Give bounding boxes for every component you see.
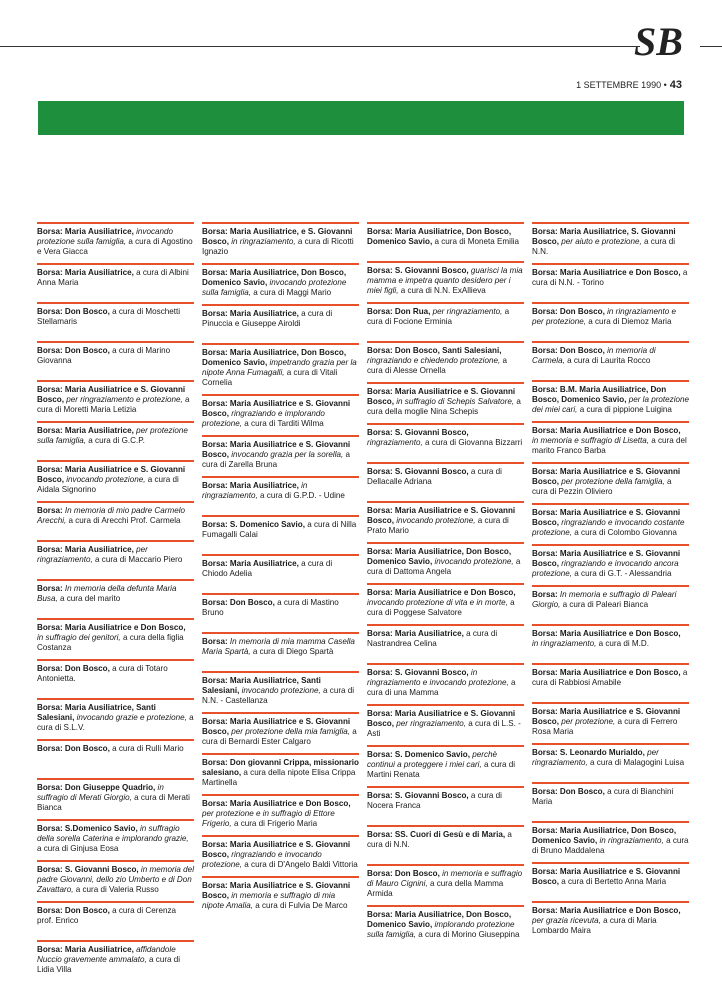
borsa-intention: ringraziando e invocando ancora protezione, (532, 559, 679, 578)
borsa-donor: a cura della figlia Costanza (37, 633, 184, 652)
borsa-entry (202, 876, 359, 917)
borsa-entry (37, 302, 194, 341)
borsa-entry (202, 753, 359, 794)
borsa-entry (367, 663, 524, 704)
borsa-entry (367, 542, 524, 583)
borsa-donor: a cura di S.L.V. (37, 713, 194, 732)
borsa-intention: per la protezione dei miei cari, (532, 395, 689, 414)
borsa-entry (37, 501, 194, 540)
borsa-dedication: Borsa: Maria Ausiliatrice, Santi Salesiani, (202, 676, 321, 695)
borsa-entry (532, 263, 689, 302)
borsa-donor: a cura di Lidia Villa (37, 955, 181, 974)
borsa-intention: invocando protezione, (396, 516, 476, 525)
borsa-dedication: Borsa: Maria Ausiliatrice, Don Bosco, Domenico Savio, (367, 910, 512, 929)
borsa-donor: a cura della Mamma Armida (367, 879, 504, 898)
borsa-entry (37, 819, 194, 860)
borsa-entry (37, 579, 194, 618)
borsa-intention: per protezione della famiglia, (561, 477, 665, 486)
borsa-intention: invocando protezione sulla famiglia, (202, 278, 347, 297)
borsa-dedication: Borsa: S. Giovanni Bosco, (367, 266, 469, 275)
borsa-entry (532, 702, 689, 743)
borsa-entry (532, 462, 689, 503)
borsa-dedication: Borsa: S. Giovanni Bosco, (367, 467, 469, 476)
borsa-entry (202, 343, 359, 394)
borsa-donor: a cura di Martini Renata (367, 760, 516, 779)
borsa-entry (202, 515, 359, 554)
borsa-intention: In memoria di mio padre Carmelo Arecchi, (37, 506, 185, 525)
borsa-dedication: Borsa: Don Giuseppe Quadrio, (37, 783, 156, 792)
dateline (576, 79, 682, 91)
borsa-entry (367, 864, 524, 905)
borsa-dedication: Borsa: Maria Ausiliatrice e S. Giovanni Bosco, (202, 440, 351, 459)
borsa-dedication: Borsa: Maria Ausiliatrice e S. Giovanni Bosco, (202, 717, 351, 736)
borsa-donor: a cura di Maria Lombardo Maira (532, 916, 657, 935)
borsa-entry (367, 825, 524, 864)
borsa-intention: per ringraziamento, (37, 545, 148, 564)
borsa-donor: a cura di Maggi Mario (253, 288, 332, 297)
borsa-intention: invocando protezione, (241, 686, 321, 695)
page-number: 43 (669, 79, 682, 91)
borsa-intention: In memoria della defunta Maria Busa, (37, 584, 177, 603)
borsa-dedication: Borsa: Maria Ausiliatrice, Don Bosco, Domenico Savio, (202, 348, 347, 367)
borsa-dedication: Borsa: Maria Ausiliatrice e S. Giovanni Bosco, (37, 465, 186, 484)
borsa-intention: per ringraziamento e protezione, (66, 395, 183, 404)
borsa-dedication: Borsa: S. Giovanni Bosco, (367, 791, 469, 800)
borsa-entry (37, 618, 194, 659)
borsa-intention: per protezione sulla famiglia, (37, 426, 188, 445)
borsa-entry (532, 663, 689, 702)
borsa-dedication: Borsa: Maria Ausiliatrice e S. Giovanni Bosco, (532, 707, 681, 726)
borsa-entry (532, 782, 689, 821)
borsa-dedication: Borsa: Don Rua, (367, 307, 431, 316)
borsa-intention: invocando grazia per la sorella, (231, 450, 344, 459)
borsa-donor: a cura di Pinuccia e Giuseppe Airoldi (202, 309, 333, 328)
borsa-intention: in memoria e suffragio di Lisetta, (532, 436, 649, 445)
borsa-dedication: Borsa: Maria Ausiliatrice e S. Giovanni Bosco, (367, 506, 516, 525)
borsa-dedication: Borsa: Don Bosco, (37, 664, 110, 673)
borsa-dedication: Borsa: S. Giovanni Bosco, (37, 865, 139, 874)
borsa-intention: guarisci la mia mamma e impetra quanto desidero per i miei figli, (367, 266, 523, 295)
borsa-intention: invocando protezione sulla famiglia, (37, 227, 174, 246)
borsa-donor: a cura di Rulli Mario (112, 744, 184, 753)
borsa-intention: In memoria di mia mamma Casella Maria Spartà, (202, 637, 355, 656)
borsa-donor: a cura di Ferrero Rosa Maria (532, 717, 678, 736)
borsa-entry (367, 382, 524, 423)
borsa-entry (202, 554, 359, 593)
borsa-donor: a cura di N.N. - Torino (532, 268, 688, 287)
borsa-entry (367, 583, 524, 624)
borsa-donor: a cura della moglie Nina Schepis (367, 397, 521, 416)
borsa-dedication: Borsa: Maria Ausiliatrice, Don Bosco, Domenico Savio, (367, 547, 512, 566)
borsa-intention: affidandole Nuccio gravemente ammalato, (37, 945, 176, 964)
borsa-donor: a cura di Colombo Giovanna (574, 528, 677, 537)
borsa-donor: a cura di D'Angelo Baldi Vittoria (244, 860, 358, 869)
borsa-intention: per aiuto e protezione, (561, 237, 642, 246)
borsa-entry (367, 261, 524, 302)
borsa-dedication: Borsa: Maria Ausiliatrice, (37, 227, 134, 236)
borsa-dedication: Borsa: B.M. Maria Ausiliatrice, Don Bosco, Domenico Savio, (532, 385, 667, 404)
borsa-dedication: Borsa: Maria Ausiliatrice, (37, 545, 134, 554)
borsa-entry (532, 862, 689, 901)
borsa-entry (367, 704, 524, 745)
borsa-donor: a cura di Bernardi Ester Calgaro (202, 727, 357, 746)
borsa-donor: a cura di Totaro Antonietta. (37, 664, 168, 683)
borsa-intention: in ringraziamento, (532, 639, 597, 648)
borsa-entry (202, 435, 359, 476)
borsa-dedication: Borsa: Maria Ausiliatrice, S. Giovanni Bosco, (532, 227, 676, 246)
borsa-donor: a cura di N.N. - Castellanza (202, 686, 355, 705)
borsa-dedication: Borsa: Maria Ausiliatrice, e S. Giovanni Bosco, (202, 227, 353, 246)
borsa-entry (202, 593, 359, 632)
borsa-entry (367, 341, 524, 382)
borsa-donor: a cura della nipote Elisa Crippa Martinella (202, 768, 356, 787)
borsa-dedication: Borsa: Maria Ausiliatrice e Don Bosco, (202, 799, 351, 808)
column-4 (532, 222, 689, 981)
borsa-donor: a cura del marito (59, 594, 121, 603)
borsa-donor: a cura di Moneta Emilia (434, 237, 520, 246)
borsa-dedication: Borsa: Maria Ausiliatrice e S. Giovanni Bosco, (532, 549, 681, 568)
borsa-entry (37, 739, 194, 778)
borsa-donor: a cura di Malagogini Luisa (590, 758, 685, 767)
borsa-entry (37, 901, 194, 940)
borsa-donor: a cura di M.D. (598, 639, 649, 648)
borsa-dedication: Borsa: Maria Ausiliatrice e Don Bosco, (532, 426, 681, 435)
borsa-entry (367, 302, 524, 341)
borsa-entry (532, 302, 689, 341)
borsa-dedication: Borsa: S. Leonardo Murialdo, (532, 748, 645, 757)
borsa-donor: a cura di Pezzin Oliviero (532, 477, 672, 496)
borsa-entry (532, 743, 689, 782)
borsa-entry (202, 263, 359, 304)
borsa-donor: a cura di L.S. - Asti (367, 719, 521, 738)
borsa-intention: in ringraziamento, (599, 836, 664, 845)
borsa-dedication: Borsa: Maria Ausiliatrice, (367, 629, 464, 638)
borsa-donor: a cura di una Mamma (367, 678, 516, 697)
borsa-entry (532, 421, 689, 462)
borsa-dedication: Borsa: S.Domenico Savio, (37, 824, 138, 833)
borsa-donor: a cura di Frigerio Maria (233, 819, 318, 828)
borsa-donor: a cura di G.C.P. (88, 436, 145, 445)
borsa-dedication: Borsa: Maria Ausiliatrice, Don Bosco, Domenico Savio, (367, 227, 512, 246)
borsa-entry (367, 624, 524, 663)
borsa-intention: in ringraziamento e invocando protezione, (367, 668, 509, 687)
borsa-intention: per ringraziamento, (396, 719, 466, 728)
borsa-donor: a cura di G.P.D. - Udine (260, 491, 345, 500)
borsa-entry (37, 860, 194, 901)
borsa-dedication: Borsa: Maria Ausiliatrice e Don Bosco, (532, 668, 681, 677)
borsa-donor: a cura di Morino Giuseppina (418, 930, 520, 939)
borsa-donor: a cura di Cerenza prof. Enrico (37, 906, 176, 925)
borsa-dedication: Borsa: Don Bosco, (37, 307, 110, 316)
borsa-donor: a cura di Merati Bianca (37, 793, 190, 812)
borsa-intention: in ringraziamento e per protezione, (532, 307, 676, 326)
header-rule-right (700, 46, 722, 47)
borsa-intention: in memoria del padre Giovanni, dello zio Umberto e di Don Zavattaro, (37, 865, 194, 894)
borsa-entry (202, 632, 359, 671)
borsa-intention: in suffragio della sorella Caterina e implorando grazie, (37, 824, 189, 843)
borsa-dedication: Borsa: Maria Ausiliatrice e S. Giovanni Bosco, (532, 867, 681, 886)
borsa-intention: ringraziando e invocando protezione, (202, 850, 322, 869)
borsa-donor: a cura di Giovanna Bizzarri (425, 438, 523, 447)
borsa-intention: in suffragio di Schepis Salvatore, (396, 397, 515, 406)
borsa-donor: a cura di Zarella Bruna (202, 450, 351, 469)
borsa-entry (202, 394, 359, 435)
borsa-dedication: Borsa: Maria Ausiliatrice e S. Giovanni Bosco, (532, 508, 681, 527)
borsa-donor: a cura di pippione Luigina (579, 405, 672, 414)
borsa-intention: ringraziamento, (367, 438, 423, 447)
borsa-intention: invocando grazie e protezione, (76, 713, 187, 722)
borsa-dedication: Borsa: Maria Ausiliatrice, Santi Salesiani, (37, 703, 156, 722)
borsa-dedication: Borsa: S. Domenico Savio, (367, 750, 470, 759)
borsa-donor: a cura di Vitali Cornelia (202, 368, 338, 387)
borsa-entry (532, 585, 689, 624)
borsa-donor: a cura di Rabbiosi Amabile (532, 668, 688, 687)
borsa-donor: a cura di Dellacalle Adriana (367, 467, 502, 486)
borsa-donor: a cura di Poggese Salvatore (367, 598, 515, 617)
borsa-donor: a cura di Agostino e Vera Giacca (37, 237, 193, 256)
borsa-donor: a cura del marito Franco Barba (532, 436, 687, 455)
borsa-intention: per protezione della mia famiglia, (231, 727, 351, 736)
borsa-intention: perchè continui a proteggere i miei cari, (367, 750, 497, 769)
borsa-entry (367, 786, 524, 825)
borsa-entry (37, 698, 194, 739)
borsa-entry (532, 624, 689, 663)
borsa-donor: a cura di Diego Spartà (252, 647, 334, 656)
borsa-entry (37, 659, 194, 698)
borsa-entry (37, 778, 194, 819)
borsa-dedication: Borsa: (37, 506, 63, 515)
borsa-donor: a cura di Alesse Ornella (367, 356, 507, 375)
borsa-intention: in ringraziamento, (202, 481, 308, 500)
borsa-entry (532, 821, 689, 862)
borsa-dedication: Borsa: Maria Ausiliatrice e S. Giovanni Bosco, (532, 467, 681, 486)
borsa-entry (202, 671, 359, 712)
borsa-entry (367, 222, 524, 261)
borsa-donor: a cura di Ginjusa Eosa (37, 844, 119, 853)
borsa-donor: a cura di Diemoz Maria (588, 317, 672, 326)
borsa-dedication: Borsa: Don Bosco, (37, 346, 110, 355)
borsa-donor: a cura di Nastrandrea Celina (367, 629, 498, 648)
borsa-dedication: Borsa: S. Giovanni Bosco, (367, 428, 469, 437)
borsa-donor: a cura di Marino Giovanna (37, 346, 171, 365)
borsa-intention: invocando protezione di vita e in morte, (367, 598, 508, 607)
borsa-donor: a cura di Bertetto Anna Maria (561, 877, 667, 886)
borsa-dedication: Borsa: Don Bosco, (37, 744, 110, 753)
borsa-donor: a cura di Nilla Fumagalli Calai (202, 520, 357, 539)
borsa-dedication: Borsa: Don giovanni Crippa, missionario salesiano, (202, 758, 359, 777)
borsa-intention: ringraziando e chiedendo protezione, (367, 356, 501, 365)
borsa-intention: per grazia ricevuta, (532, 916, 601, 925)
borsa-entry (37, 421, 194, 460)
column-1 (37, 222, 194, 981)
borsa-donor: a cura di Paleari Bianca (562, 600, 649, 609)
borsa-donor: a cura di Moschetti Stellamaris (37, 307, 181, 326)
borsa-dedication: Borsa: Don Bosco, Santi Salesiani, (367, 346, 502, 355)
borsa-dedication: Borsa: Maria Ausiliatrice e S. Giovanni Bosco, (37, 385, 186, 404)
borsa-dedication: Borsa: Maria Ausiliatrice e S. Giovanni Bosco, (367, 709, 516, 728)
borsa-entry (37, 540, 194, 579)
borsa-entry (367, 501, 524, 542)
borsa-dedication: Borsa: Maria Ausiliatrice, (202, 559, 299, 568)
borsa-dedication: Borsa: S. Giovanni Bosco, (367, 668, 469, 677)
green-banner (38, 101, 684, 135)
borsa-donor: a cura di Maccario Piero (95, 555, 183, 564)
borsa-dedication: Borsa: Maria Ausiliatrice e Don Bosco, (532, 906, 681, 915)
borsa-entry (202, 222, 359, 263)
borsa-dedication: Borsa: SS. Cuori di Gesù e di Maria, (367, 830, 506, 839)
borsa-intention: implorando protezione sulla famiglia, (367, 920, 515, 939)
issue-date: 1 SETTEMBRE 1990 • (576, 80, 667, 90)
borsa-entry (202, 794, 359, 835)
borsa-donor: a cura di Chiodo Adelia (202, 559, 333, 578)
borsa-donor: a cura di Nocera Franca (367, 791, 502, 810)
borsa-intention: impetrando grazia per la nipote Anna Fumagalli, (202, 358, 357, 377)
borsa-entry (532, 901, 689, 942)
borsa-donor: a cura di Aidala Signorino (37, 475, 179, 494)
borsa-intention: ringraziando e invocando costante protezione, (532, 518, 685, 537)
borsa-intention: invocando protezione, (434, 557, 514, 566)
borsa-donor: a cura di N.N. ExAllieva (400, 286, 486, 295)
borsa-dedication: Borsa: Maria Ausiliatrice e S. Giovanni Bosco, (202, 881, 351, 900)
borsa-entry (37, 380, 194, 421)
borsa-donor: a cura di Bruno Maddalena (532, 836, 689, 855)
borsa-entry (37, 222, 194, 263)
borsa-dedication: Borsa: Don Bosco, (367, 869, 440, 878)
borsa-donor: a cura di Mastino Bruno (202, 598, 339, 617)
borsa-intention: in memoria e suffragio di mia nipote Amalia, (202, 891, 336, 910)
borsa-entry (532, 222, 689, 263)
borsa-dedication: Borsa: Don Bosco, (532, 787, 605, 796)
borsa-dedication: Borsa: Maria Ausiliatrice, Don Bosco, Domenico Savio, (532, 826, 677, 845)
borsa-dedication: Borsa: Maria Ausiliatrice, (37, 945, 134, 954)
borsa-donor: a cura di Focione Erminia (367, 307, 510, 326)
borsa-entry (37, 940, 194, 981)
borsa-donor: a cura di Arecchi Prof. Carmela (68, 516, 181, 525)
borsa-entry (532, 341, 689, 380)
borsa-dedication: Borsa: (532, 590, 558, 599)
borsa-dedication: Borsa: Maria Ausiliatrice e Don Bosco, (367, 588, 516, 597)
borsa-intention: per ringraziamento, (432, 307, 503, 316)
borsa-intention: in suffragio dei genitori, (37, 633, 121, 642)
borsa-dedication: Borsa: Maria Ausiliatrice e S. Giovanni Bosco, (202, 399, 351, 418)
borsa-intention: in suffragio di Merati Giorgio, (37, 783, 164, 802)
borsa-donor: a cura di Albini Anna Maria (37, 268, 189, 287)
borsa-dedication: Borsa: (37, 584, 63, 593)
borsa-dedication: Borsa: Don Bosco, (532, 346, 605, 355)
borse-columns (37, 222, 689, 981)
borsa-entry (367, 745, 524, 786)
borsa-entry (532, 503, 689, 544)
borsa-entry (532, 380, 689, 421)
borsa-donor: a cura di Tarditi Wilma (244, 419, 324, 428)
borsa-donor: a cura di Prato Mario (367, 516, 509, 535)
borsa-intention: in memoria di Carmela, (532, 346, 656, 365)
borsa-dedication: Borsa: Don Bosco, (532, 307, 605, 316)
borsa-intention: in memoria e suffragio di Mauro Cignini, (367, 869, 523, 888)
borsa-dedication: Borsa: Maria Ausiliatrice, (202, 481, 299, 490)
borsa-intention: per protezione, (561, 717, 616, 726)
borsa-dedication: Borsa: Maria Ausiliatrice e S. Giovanni Bosco, (202, 840, 351, 859)
borsa-dedication: Borsa: Maria Ausiliatrice, (37, 268, 134, 277)
borsa-entry (532, 544, 689, 585)
borsa-entry (202, 476, 359, 515)
borsa-dedication: Borsa: Maria Ausiliatrice e Don Bosco, (37, 623, 186, 632)
borsa-dedication: Borsa: Maria Ausiliatrice e Don Bosco, (532, 268, 681, 277)
borsa-intention: per ringraziamento, (532, 748, 659, 767)
borsa-dedication: Borsa: Maria Ausiliatrice, (37, 426, 134, 435)
sb-logo: SB (634, 19, 683, 64)
borsa-donor: a cura di N.N. (532, 237, 676, 256)
borsa-donor: a cura di Ricotti Ignazio (202, 237, 354, 256)
borsa-dedication: Borsa: Don Bosco, (202, 598, 275, 607)
borsa-dedication: Borsa: Don Bosco, (37, 906, 110, 915)
borsa-dedication: Borsa: Maria Ausiliatrice e Don Bosco, (532, 629, 681, 638)
borsa-entry (37, 460, 194, 501)
borsa-entry (202, 304, 359, 343)
borsa-intention: In memoria e suffragio di Paleari Giorgio, (532, 590, 677, 609)
borsa-donor: a cura di Fulvia De Marco (255, 901, 348, 910)
borsa-donor: a cura di Dattoma Angela (367, 557, 521, 576)
borsa-dedication: Borsa: S. Domenico Savio, (202, 520, 305, 529)
borsa-donor: a cura di Laurita Rocco (567, 356, 651, 365)
header-rule (0, 46, 640, 47)
borsa-intention: per protezione e in suffragio di Ettore Frigerio, (202, 809, 335, 828)
borsa-dedication: Borsa: (202, 637, 228, 646)
borsa-intention: invocando protezione, (66, 475, 146, 484)
borsa-intention: in ringraziamento, (231, 237, 296, 246)
borsa-donor: a cura di N.N. (367, 830, 512, 849)
borsa-entry (367, 905, 524, 946)
column-2 (202, 222, 359, 981)
borsa-donor: a cura di Bianchini Maria (532, 787, 674, 806)
borsa-intention: ringraziando e implorando protezione, (202, 409, 325, 428)
borsa-dedication: Borsa: Maria Ausiliatrice e S. Giovanni Bosco, (367, 387, 516, 406)
borsa-entry (367, 462, 524, 501)
borsa-entry (367, 423, 524, 462)
borsa-dedication: Borsa: Maria Ausiliatrice, (202, 309, 299, 318)
borsa-entry (202, 835, 359, 876)
borsa-entry (202, 712, 359, 753)
borsa-dedication: Borsa: Maria Ausiliatrice, Don Bosco, Domenico Savio, (202, 268, 347, 287)
borsa-entry (37, 263, 194, 302)
borsa-donor: a cura di Moretti Maria Letizia (37, 395, 190, 414)
borsa-donor: a cura di G.T. - Alessandria (574, 569, 672, 578)
borsa-entry (37, 341, 194, 380)
column-3 (367, 222, 524, 981)
borsa-donor: a cura di Valeria Russo (75, 885, 159, 894)
